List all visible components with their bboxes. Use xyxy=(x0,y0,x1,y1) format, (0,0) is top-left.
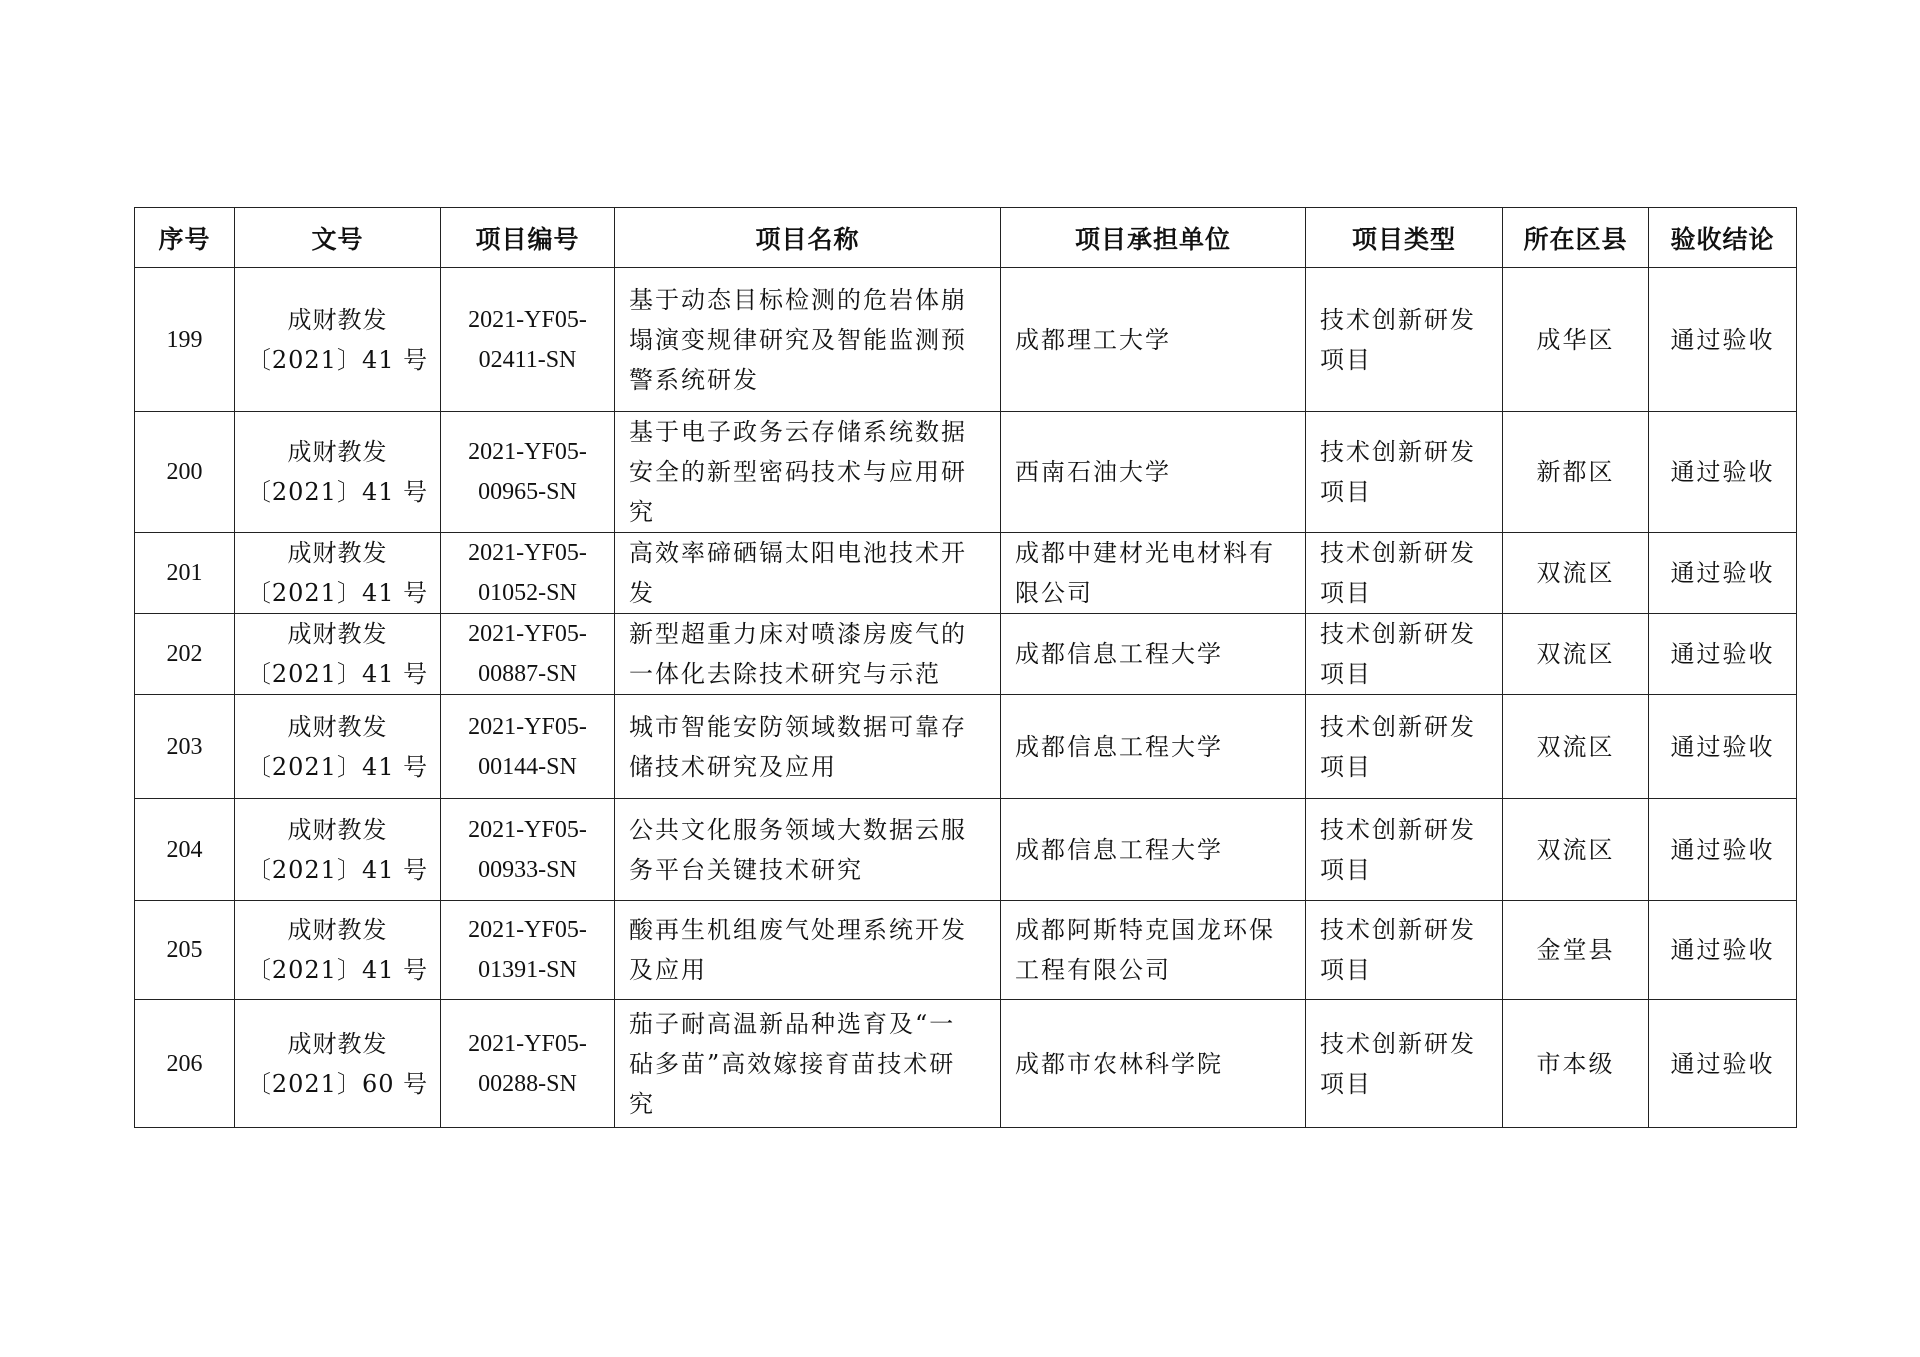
cell-district: 双流区 xyxy=(1503,799,1649,901)
cell-district: 双流区 xyxy=(1503,614,1649,695)
cell-project-name xyxy=(615,695,1001,799)
cell-acceptance-result: 通过验收 xyxy=(1649,268,1797,412)
project-type-line: 项目 xyxy=(1320,660,1372,688)
doc-number-line: 成财教发 xyxy=(287,620,388,648)
cell-undertaking-unit xyxy=(1001,901,1306,1000)
table-row xyxy=(135,1000,1797,1128)
cell-project-name xyxy=(615,901,1001,1000)
doc-number-line: 〔2021〕41 号 xyxy=(246,478,429,506)
cell-seq: 202 xyxy=(135,614,235,695)
cell-project-type xyxy=(1306,799,1503,901)
cell-project-name xyxy=(615,614,1001,695)
project-code-line: 01391-SN xyxy=(478,957,577,983)
undertaking-unit-line: 成都市农林科学院 xyxy=(1015,1049,1223,1078)
project-name-line: 高效率碲硒镉太阳电池技术开 xyxy=(629,539,967,567)
project-type-line: 技术创新研发 xyxy=(1320,712,1476,741)
cell-project-code xyxy=(441,268,615,412)
project-name-line: 砧多苗”高效嫁接育苗技术研 xyxy=(629,1049,956,1078)
cell-project-code xyxy=(441,695,615,799)
doc-number-line: 〔2021〕41 号 xyxy=(246,956,429,984)
project-code-line: 00144-SN xyxy=(478,753,577,780)
header-district: 所在区县 xyxy=(1503,208,1649,268)
project-name-line: 新型超重力床对喷漆房废气的 xyxy=(629,620,967,648)
cell-project-name xyxy=(615,268,1001,412)
table-row xyxy=(135,901,1797,1000)
doc-number-line: 〔2021〕41 号 xyxy=(246,579,429,607)
undertaking-unit-line: 限公司 xyxy=(1015,579,1093,607)
cell-project-name xyxy=(615,799,1001,901)
table-row xyxy=(135,614,1797,695)
cell-undertaking-unit xyxy=(1001,1000,1306,1128)
undertaking-unit-line: 成都信息工程大学 xyxy=(1015,732,1223,761)
cell-acceptance-result: 通过验收 xyxy=(1649,1000,1797,1128)
cell-project-type xyxy=(1306,901,1503,1000)
cell-doc-number xyxy=(235,533,441,614)
project-type-line: 技术创新研发 xyxy=(1320,1029,1476,1058)
cell-project-code xyxy=(441,799,615,901)
project-type-line: 项目 xyxy=(1320,855,1372,884)
cell-seq: 203 xyxy=(135,695,235,799)
cell-acceptance-result: 通过验收 xyxy=(1649,695,1797,799)
project-code-line: 2021-YF05- xyxy=(468,306,587,333)
undertaking-unit-line: 成都阿斯特克国龙环保 xyxy=(1015,916,1275,944)
cell-project-type xyxy=(1306,533,1503,614)
cell-project-type xyxy=(1306,412,1503,533)
cell-seq: 204 xyxy=(135,799,235,901)
cell-doc-number xyxy=(235,1000,441,1128)
table-row xyxy=(135,695,1797,799)
undertaking-unit-line: 成都信息工程大学 xyxy=(1015,835,1223,864)
cell-project-type xyxy=(1306,695,1503,799)
project-type-line: 项目 xyxy=(1320,752,1372,781)
doc-number-line: 〔2021〕41 号 xyxy=(246,855,429,884)
project-type-line: 技术创新研发 xyxy=(1320,815,1476,844)
project-name-line: 基于动态目标检测的危岩体崩 xyxy=(629,285,967,314)
cell-doc-number xyxy=(235,614,441,695)
cell-undertaking-unit xyxy=(1001,533,1306,614)
cell-doc-number xyxy=(235,901,441,1000)
project-name-line: 究 xyxy=(629,1089,655,1118)
cell-district: 双流区 xyxy=(1503,695,1649,799)
project-type-line: 技术创新研发 xyxy=(1320,539,1476,567)
cell-district: 双流区 xyxy=(1503,533,1649,614)
header-project-type: 项目类型 xyxy=(1306,208,1503,268)
project-code-line: 2021-YF05- xyxy=(468,816,587,843)
table-row xyxy=(135,533,1797,614)
cell-district: 成华区 xyxy=(1503,268,1649,412)
cell-undertaking-unit xyxy=(1001,412,1306,533)
table-body xyxy=(135,268,1797,1128)
project-type-line: 项目 xyxy=(1320,478,1372,506)
project-name-line: 酸再生机组废气处理系统开发 xyxy=(629,916,967,944)
undertaking-unit-line: 西南石油大学 xyxy=(1015,458,1171,486)
doc-number-line: 成财教发 xyxy=(287,438,388,466)
undertaking-unit-line: 成都信息工程大学 xyxy=(1015,640,1223,668)
project-code-line: 2021-YF05- xyxy=(468,439,587,465)
cell-doc-number xyxy=(235,695,441,799)
cell-project-code xyxy=(441,533,615,614)
acceptance-results-table xyxy=(134,207,1797,1128)
cell-project-code xyxy=(441,901,615,1000)
cell-acceptance-result: 通过验收 xyxy=(1649,533,1797,614)
project-type-line: 项目 xyxy=(1320,956,1372,984)
cell-project-code xyxy=(441,614,615,695)
undertaking-unit-line: 工程有限公司 xyxy=(1015,956,1171,984)
project-code-line: 2021-YF05- xyxy=(468,1030,587,1057)
cell-project-code xyxy=(441,412,615,533)
project-type-line: 技术创新研发 xyxy=(1320,620,1476,648)
project-type-line: 技术创新研发 xyxy=(1320,305,1476,334)
project-name-line: 基于电子政务云存储系统数据 xyxy=(629,418,967,446)
cell-doc-number xyxy=(235,412,441,533)
cell-acceptance-result: 通过验收 xyxy=(1649,799,1797,901)
cell-seq: 199 xyxy=(135,268,235,412)
cell-district: 新都区 xyxy=(1503,412,1649,533)
doc-number-line: 〔2021〕41 号 xyxy=(246,752,429,781)
cell-project-code xyxy=(441,1000,615,1128)
header-row xyxy=(135,208,1797,268)
doc-number-line: 成财教发 xyxy=(287,712,388,741)
cell-project-type xyxy=(1306,614,1503,695)
project-name-line: 究 xyxy=(629,498,655,526)
cell-project-type xyxy=(1306,1000,1503,1128)
doc-number-line: 成财教发 xyxy=(287,305,388,334)
table-row xyxy=(135,268,1797,412)
project-name-line: 公共文化服务领域大数据云服 xyxy=(629,815,967,844)
table-row xyxy=(135,412,1797,533)
cell-project-name xyxy=(615,412,1001,533)
project-code-line: 00887-SN xyxy=(478,661,577,687)
project-type-line: 项目 xyxy=(1320,579,1372,607)
project-code-line: 00965-SN xyxy=(478,479,577,505)
project-code-line: 2021-YF05- xyxy=(468,713,587,740)
project-code-line: 00933-SN xyxy=(478,856,577,883)
cell-doc-number xyxy=(235,268,441,412)
project-type-line: 项目 xyxy=(1320,345,1372,374)
project-code-line: 2021-YF05- xyxy=(468,540,587,566)
project-code-line: 2021-YF05- xyxy=(468,917,587,943)
project-name-line: 务平台关键技术研究 xyxy=(629,855,863,884)
cell-seq: 205 xyxy=(135,901,235,1000)
header-project-name: 项目名称 xyxy=(615,208,1001,268)
cell-undertaking-unit xyxy=(1001,799,1306,901)
project-type-line: 项目 xyxy=(1320,1069,1372,1098)
header-acceptance-result: 验收结论 xyxy=(1649,208,1797,268)
table-row xyxy=(135,799,1797,901)
project-name-line: 茄子耐高温新品种选育及“一 xyxy=(629,1009,956,1038)
doc-number-line: 成财教发 xyxy=(287,916,388,944)
project-type-line: 技术创新研发 xyxy=(1320,916,1476,944)
undertaking-unit-line: 成都中建材光电材料有 xyxy=(1015,539,1275,567)
cell-acceptance-result: 通过验收 xyxy=(1649,412,1797,533)
header-project-code: 项目编号 xyxy=(441,208,615,268)
header-seq: 序号 xyxy=(135,208,235,268)
cell-project-type xyxy=(1306,268,1503,412)
cell-seq: 206 xyxy=(135,1000,235,1128)
doc-number-line: 〔2021〕41 号 xyxy=(246,345,429,374)
project-name-line: 城市智能安防领域数据可靠存 xyxy=(629,712,967,741)
cell-acceptance-result: 通过验收 xyxy=(1649,614,1797,695)
cell-project-name xyxy=(615,533,1001,614)
doc-number-line: 成财教发 xyxy=(287,1029,388,1058)
doc-number-line: 成财教发 xyxy=(287,539,388,567)
project-code-line: 2021-YF05- xyxy=(468,621,587,647)
project-code-line: 00288-SN xyxy=(478,1070,577,1097)
cell-district: 金堂县 xyxy=(1503,901,1649,1000)
cell-undertaking-unit xyxy=(1001,614,1306,695)
project-code-line: 01052-SN xyxy=(478,580,577,606)
cell-seq: 200 xyxy=(135,412,235,533)
cell-district: 市本级 xyxy=(1503,1000,1649,1128)
cell-project-name xyxy=(615,1000,1001,1128)
doc-number-line: 成财教发 xyxy=(287,815,388,844)
project-code-line: 02411-SN xyxy=(478,346,577,373)
project-name-line: 一体化去除技术研究与示范 xyxy=(629,660,941,688)
project-type-line: 技术创新研发 xyxy=(1320,438,1476,466)
header-doc-number: 文号 xyxy=(235,208,441,268)
project-name-line: 塌演变规律研究及智能监测预 xyxy=(629,325,967,354)
cell-undertaking-unit xyxy=(1001,268,1306,412)
project-name-line: 储技术研究及应用 xyxy=(629,752,837,781)
cell-undertaking-unit xyxy=(1001,695,1306,799)
cell-acceptance-result: 通过验收 xyxy=(1649,901,1797,1000)
project-name-line: 发 xyxy=(629,579,655,607)
table-header xyxy=(135,208,1797,268)
cell-seq: 201 xyxy=(135,533,235,614)
undertaking-unit-line: 成都理工大学 xyxy=(1015,325,1171,354)
project-name-line: 安全的新型密码技术与应用研 xyxy=(629,458,967,486)
cell-doc-number xyxy=(235,799,441,901)
doc-number-line: 〔2021〕41 号 xyxy=(246,660,429,688)
project-name-line: 及应用 xyxy=(629,956,707,984)
doc-number-line: 〔2021〕60 号 xyxy=(246,1069,429,1098)
header-undertaking-unit: 项目承担单位 xyxy=(1001,208,1306,268)
project-name-line: 警系统研发 xyxy=(629,365,759,394)
